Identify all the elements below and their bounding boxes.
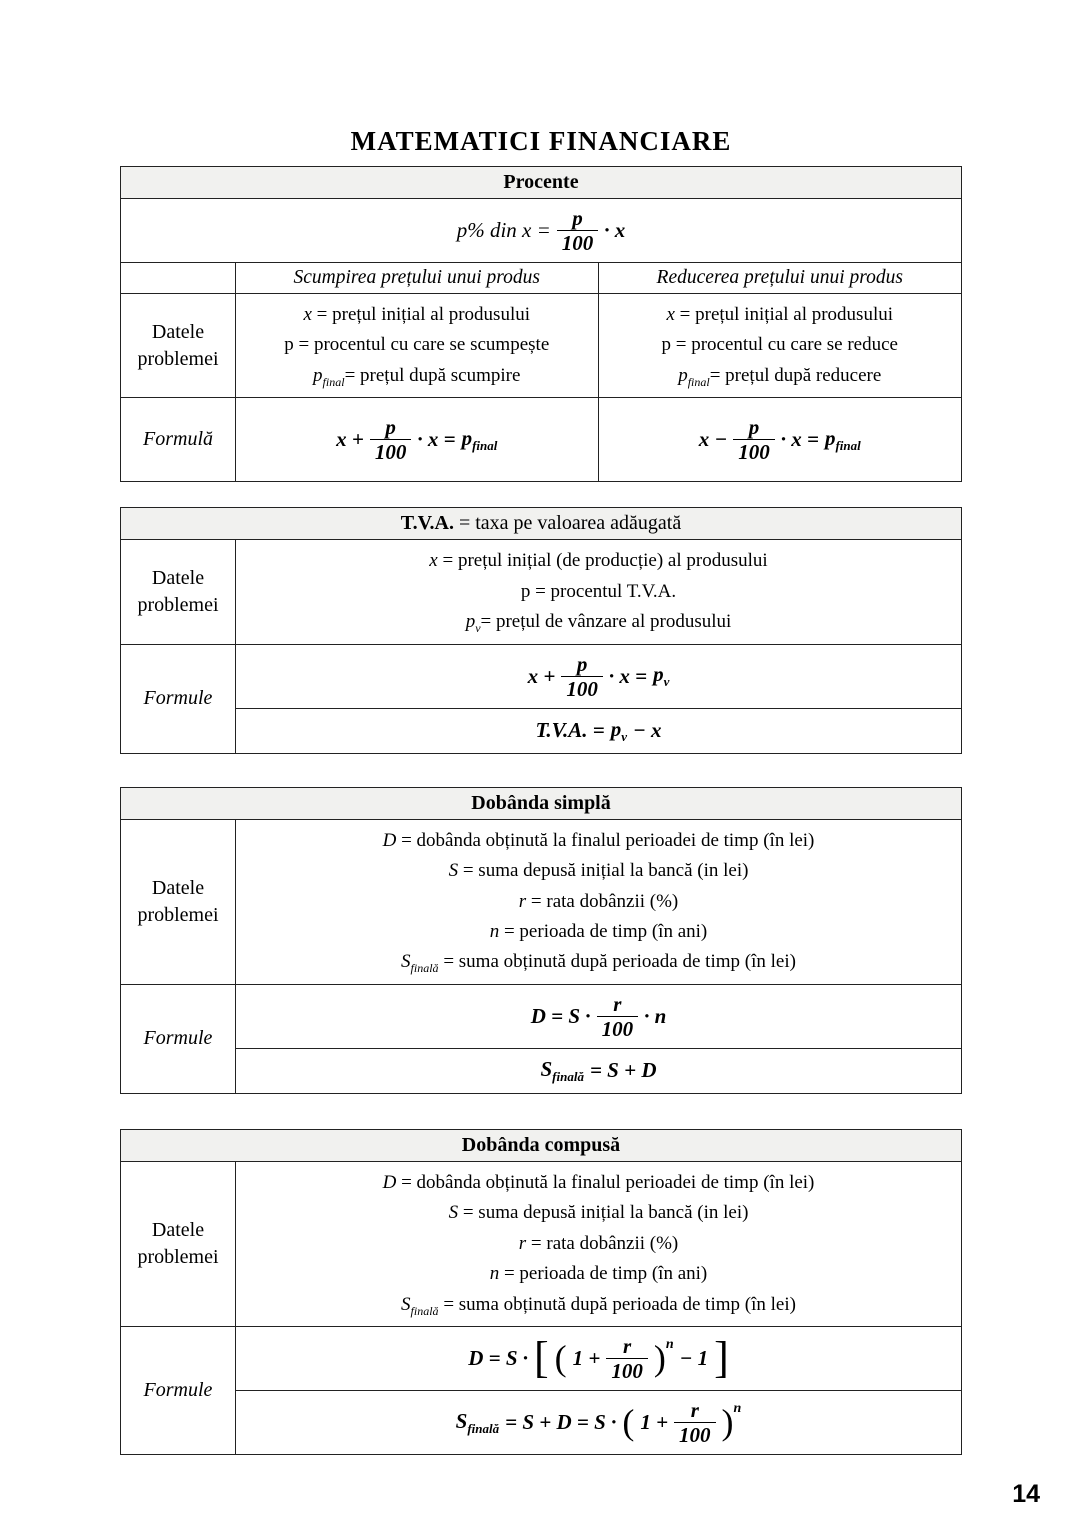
dobanda-simpla-formula-1: D = S · $\frac{r}{100}$ · n [530,991,667,1041]
dobanda-simpla-table [120,787,962,1094]
empty-cell [121,263,236,293]
paren-close: ) [653,1337,666,1378]
dobanda-simpla-formula-2-cell [236,1049,961,1093]
paren-close: ) [721,1401,734,1442]
data-line: $S_{finală}$ = suma obținută după perioada de timp (în lei) [401,1293,796,1318]
dobanda-simpla-formule-stack [236,985,961,1093]
scumpire-data-cell [236,294,599,397]
page-number: 14 [1012,1480,1040,1508]
data-line: p = procentul cu care se reduce [661,334,898,356]
data-line: S = suma depusă inițial la bancă (in lei) [448,1202,749,1224]
scumpire-formula: x + $\frac{p}{100}$ · x = $p_{final}$ [336,415,498,465]
fraction: $\frac{r}{100}$ [674,1399,716,1446]
dobanda-simpla-formula-2: $S_{finală}$ = S + D [540,1056,657,1085]
fraction [557,207,599,254]
scumpire-formula-cell [236,398,599,481]
data-line: r = rata dobânzii (%) [518,890,679,912]
dobanda-simpla-header: Dobânda simplă [121,788,961,820]
data-line: p = procentul cu care se scumpește [284,334,550,356]
dobanda-simpla-formula-1-cell [236,985,961,1049]
formule-label: Formule [121,1327,236,1454]
dobanda-compusa-data-cell [236,1162,961,1326]
bracket-close: ] [714,1332,729,1382]
formula-label: Formulă [121,398,236,481]
tva-table [120,507,962,753]
data-line: $S_{finală}$ = suma obținută după perioada de timp (în lei) [401,951,796,976]
dobanda-compusa-formula-1-cell [236,1327,961,1391]
formule-label: Formule [121,985,236,1093]
dobanda-compusa-header: Dobânda compusă [121,1130,961,1162]
data-line: n = perioada de timp (în ani) [489,1263,708,1285]
data-line: r = rata dobânzii (%) [518,1232,679,1254]
paren-open: ( [554,1337,567,1378]
formule-label: Formule [121,645,236,753]
data-line: S = suma depusă inițial la bancă (in lei) [448,860,749,882]
data-line: x = prețul inițial al produsului [666,304,894,326]
fraction: $\frac{r}{100}$ [606,1335,648,1382]
tva-header-bold: T.V.A. [400,512,454,535]
tva-data-cell [236,540,961,643]
dobanda-simpla-datele-row [121,820,961,985]
formula-lhs: p% din x = [456,218,551,243]
data-line: x = prețul inițial (de producție) al produsului [429,550,768,572]
data-line: $p_v=$ prețul de vânzare al produsului [465,611,732,635]
data-line: $p_{final}=$ prețul după scumpire [313,364,521,389]
tva-datele-row [121,540,961,644]
fraction: $\frac{p}{100}$ [370,416,412,463]
procente-general-formula [121,199,961,262]
data-line: x = prețul inițial al produsului [303,304,531,326]
reducere-formula: x − $\frac{p}{100}$ · x = $p_{final}$ [698,415,861,465]
tva-formula-2-cell [236,709,961,753]
fraction: $\frac{p}{100}$ [733,416,775,463]
dobanda-compusa-formula-2-cell [236,1391,961,1454]
tva-formule-row [121,645,961,753]
datele-problemei-label: Datele problemei [121,294,236,397]
reducere-formula-cell [599,398,962,481]
bracket-open: [ [534,1332,549,1382]
scumpire-column-header: Scumpirea prețului unui produs [236,263,599,293]
dobanda-compusa-formula-1: D = S · [ ( 1 + $\frac{r}{100}$ ) $^n$ − 1 ] [468,1332,729,1384]
datele-problemei-label: Datele problemei [121,540,236,643]
reducere-column-header: Reducerea prețului unui produs [656,267,903,289]
fraction: $\frac{p}{100}$ [561,653,603,700]
tva-header [121,508,961,540]
dobanda-simpla-data-cell [236,820,961,984]
tva-header-rest: = taxa pe valoarea adăugată [453,512,682,535]
fraction-numerator: p [572,206,583,230]
exponent: n [665,1336,674,1352]
data-line: D = dobânda obținută la finalul perioadei de timp (în lei) [382,1172,815,1194]
procente-datele-row [121,294,961,398]
exponent: n [733,1400,742,1416]
page-content [120,0,962,1455]
data-line: $p_{final}=$ prețul după reducere [678,364,882,389]
procente-table [120,166,962,482]
dobanda-compusa-formule-row [121,1327,961,1454]
fraction: $\frac{r}{100}$ [597,993,639,1040]
tva-formula-1: x + $\frac{p}{100}$ · x = $p_v$ [527,651,670,701]
procente-formula-row [121,398,961,481]
page-title: MATEMATICI FINANCIARE [350,126,732,156]
paren-open: ( [622,1401,635,1442]
tva-formule-stack [236,645,961,753]
reducere-data-cell [599,294,962,397]
data-line: p = procentul T.V.A. [520,580,677,602]
tva-formula-2: T.V.A. = $p_v$ − x [535,716,662,744]
data-line: n = perioada de timp (în ani) [489,920,708,942]
dobanda-compusa-formule-stack [236,1327,961,1454]
procente-column-headers-row [121,263,961,294]
datele-problemei-label: Datele problemei [121,820,236,984]
formula-rhs: · x [604,218,626,243]
fraction-denominator: 100 [557,230,599,254]
tva-formula-1-cell [236,645,961,709]
dobanda-compusa-formula-2: $S_{finală}$ = S + D = S · ( 1 + $\frac{r}{100}$ ) $^n$ [455,1398,742,1448]
data-line: D = dobânda obținută la finalul perioadei de timp (în lei) [382,829,815,851]
procente-header: Procente [121,167,961,199]
dobanda-simpla-formule-row [121,985,961,1093]
dobanda-compusa-datele-row [121,1162,961,1327]
datele-problemei-label: Datele problemei [121,1162,236,1326]
procente-general-formula-row [121,199,961,263]
dobanda-compusa-table [120,1129,962,1455]
